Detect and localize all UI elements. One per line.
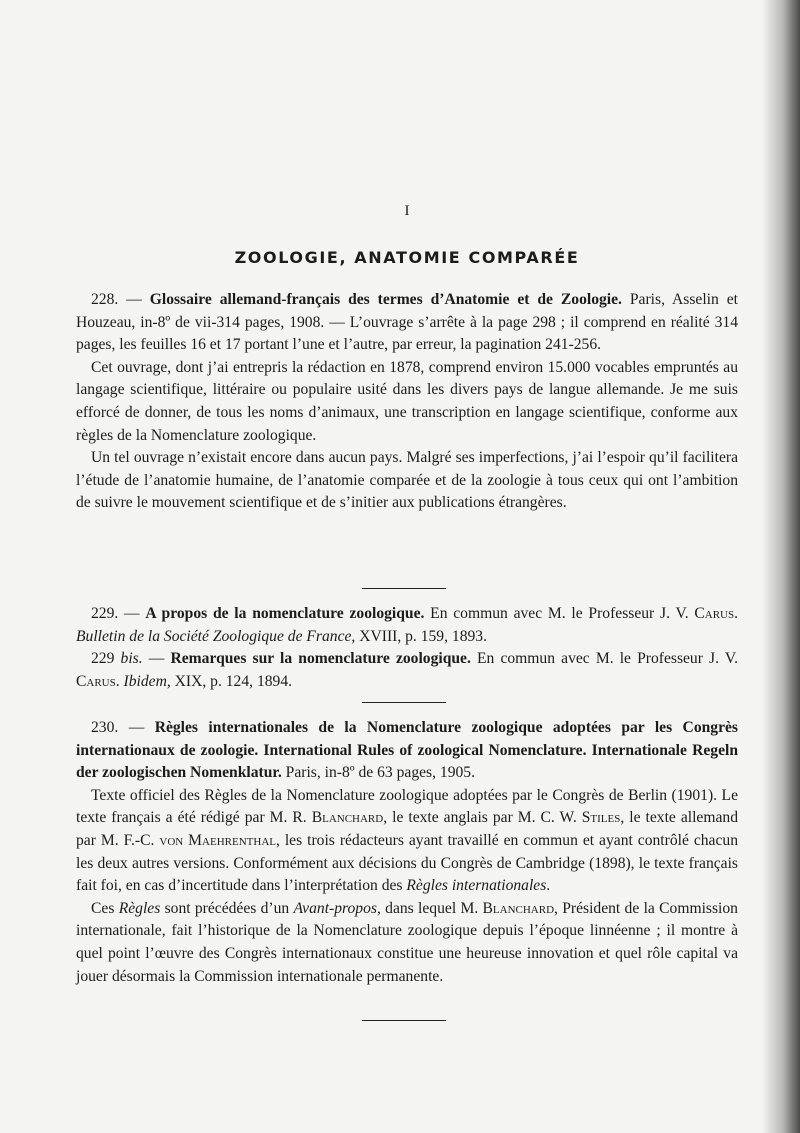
entry-text: , dans lequel M. <box>376 899 483 917</box>
entry-230-paragraph-2 <box>76 785 738 898</box>
entry-text: — <box>142 650 171 668</box>
section-title: ZOOLOGIE, ANATOMIE COMPARÉE <box>234 248 580 267</box>
entry-title: Remarques sur la nomenclature zoologique. <box>170 650 471 668</box>
entry-text: Texte officiel des Règles de la Nomenclature zoologique adoptées par le Congrès de Berlin (1901). Le texte français a été rédigé par M. R. <box>76 786 738 827</box>
author-name: Blanchard <box>482 899 555 917</box>
entry-details: Paris, in-8º de 63 pages, 1905. <box>281 764 475 782</box>
entry-228-paragraph-2: Cet ouvrage, dont j’ai entrepris la rédaction en 1878, comprend environ 15.000 vocables empruntés au langage scientifique, littéraire ou populaire usité dans les divers pays de langue allemande. Je me suis efforcé de donner, de tous les noms d’animaux, une transcription en langage scientifique, conforme aux règles de la Nomenclature zoologique. <box>76 358 738 444</box>
entry-text: XVIII, p. 159, 1893. <box>355 627 487 645</box>
entry-number: 230. — <box>91 719 155 736</box>
entry-text: . <box>115 672 124 690</box>
entry-details: Paris, Asselin et Houzeau, in-8º de vii-314 pages, 1908. — L’ouvrage s’arrête à la page 298 ; il comprend en réalité 314 pages, les feuilles 16 et 17 portant l’une et l’autre, par erreur, la pagination 241-256. <box>76 291 738 354</box>
emphasized-text: Règles internationales <box>406 877 547 895</box>
entry-title: A propos de la nomenclature zoologique. <box>145 605 425 622</box>
entry-230-heading-paragraph <box>76 717 738 785</box>
entry-229 <box>76 603 738 693</box>
journal-name: Bulletin de la Société Zoologique de France, <box>76 627 356 645</box>
entry-text: En commun avec M. le Professeur J. V. <box>470 650 738 668</box>
entry-text: . <box>546 877 551 895</box>
separator-rule <box>362 1020 446 1021</box>
entry-title: Glossaire allemand-français des termes d’Anatomie et de Zoologie. <box>149 291 622 308</box>
author-name: Blanchard <box>311 809 384 827</box>
entry-title: Règles internationales de la Nomenclature zoologique adoptées par les Congrès internationaux de zoologie. International Rules of zoological Nomenclature. Internationale Regeln der zoologischen Nomenklatur. <box>76 719 738 782</box>
entry-text: , Président de la Commission internationale, fait l’historique de la Nomenclature zoologique depuis l’époque linnéenne ; il montre à quel point l’œuvre des Congrès internationaux constitue une heureuse innovation et quel rôle capital va jouer désormais la Commission internationale permanente. <box>76 899 738 985</box>
entry-text: , le texte allemand par M. F.-C. <box>76 809 738 849</box>
entry-text: , le texte anglais par M. C. W. <box>383 809 582 827</box>
page-edge-shadow <box>762 0 800 1133</box>
entry-229-paragraph <box>76 603 738 648</box>
emphasized-text: Avant-propos <box>293 899 377 917</box>
separator-rule <box>362 588 446 589</box>
entry-228-heading-paragraph <box>76 289 738 357</box>
entry-228-paragraph-3: Un tel ouvrage n’existait encore dans aucun pays. Malgré ses imperfections, j’ai l’espoir qu’il facilitera l’étude de l’anatomie humaine, de l’anatomie comparée et de la zoologie à tous ceux qui ont l’ambition de suivre le mouvement scientifique et de s’initier aux publications étrangères. <box>76 449 738 512</box>
entry-text: XIX, p. 124, 1894. <box>170 672 293 690</box>
entry-228 <box>76 289 738 515</box>
author-name: Stiles <box>581 809 621 827</box>
entry-number: 229. — <box>91 605 146 622</box>
emphasized-text: Règles <box>118 899 161 917</box>
author-name: Carus <box>694 605 735 622</box>
entry-number: 228. — <box>91 291 150 308</box>
entry-number-suffix: bis. <box>120 650 143 668</box>
entry-230-paragraph-3 <box>76 898 738 988</box>
section-number: I <box>404 203 410 219</box>
entry-230 <box>76 717 738 988</box>
entry-text: En commun avec M. le Professeur J. V. <box>424 605 695 622</box>
separator-rule <box>362 702 446 703</box>
entry-229bis-paragraph <box>76 648 738 693</box>
entry-text: Ces <box>91 899 119 917</box>
journal-name: Ibidem, <box>123 672 171 690</box>
entry-text: sont précédées d’un <box>160 899 294 917</box>
author-name: von Maehrenthal <box>159 831 276 849</box>
entry-number: 229 <box>91 650 121 668</box>
entry-text: , les trois rédacteurs ayant travaillé en commun et ayant contrôlé chacun les deux autres versions. Conformément aux décisions du Congrès de Cambridge (1898), le texte français fait foi, en cas d’incertitude dans l’interprétation des <box>76 831 738 895</box>
author-name: Carus <box>76 672 116 690</box>
entry-text: . <box>734 605 739 622</box>
